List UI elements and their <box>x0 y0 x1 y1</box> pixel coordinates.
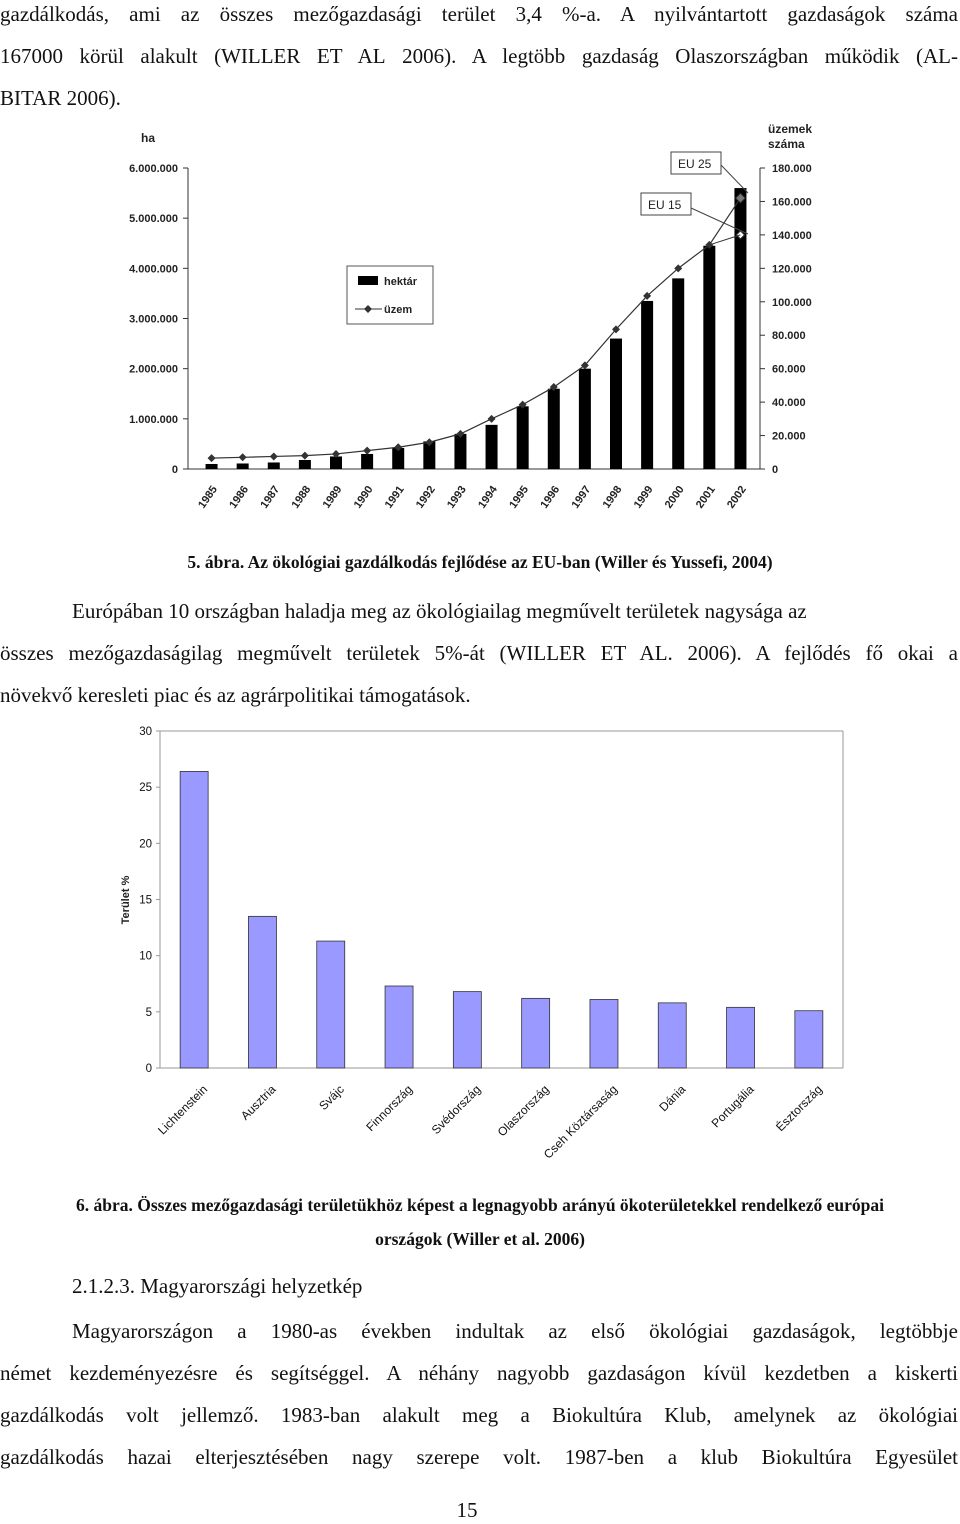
intro-text: 2006). <box>61 86 121 110</box>
country-label: Cseh Köztársaság <box>540 1082 621 1162</box>
hectare-bar <box>206 464 218 469</box>
hectare-bar <box>299 460 311 469</box>
left-axis-label: ha <box>141 131 156 145</box>
y-tick-label: 5 <box>145 1006 152 1019</box>
country-labels <box>155 1082 825 1162</box>
figure-6-prefix: 6. ábra. <box>75 1195 133 1215</box>
y-tick-label: 0 <box>145 1063 152 1075</box>
y-tick-label: 10 <box>139 950 152 963</box>
legend-hektar-label: hektár <box>384 276 418 288</box>
left-tick-label: 4.000.000 <box>129 263 178 276</box>
year-label: 1991 <box>382 483 407 511</box>
country-bar <box>658 1003 686 1068</box>
right-axis-label: száma <box>768 137 805 151</box>
right-tick-label: 120.000 <box>772 263 812 276</box>
country-bar <box>317 941 345 1068</box>
farm-count-marker <box>239 453 247 461</box>
organic-share-by-country-chart <box>0 715 960 1175</box>
left-tick-label: 3.000.000 <box>129 313 178 326</box>
para2-line-1: Európában 10 országban haladja meg az ökológiailag megművelt területek nagysága az <box>72 599 807 623</box>
right-tick-label: 180.000 <box>772 163 812 175</box>
year-label: 1985 <box>196 483 221 511</box>
country-label: Svájc <box>316 1082 347 1113</box>
country-label: Finnország <box>363 1082 416 1135</box>
right-tick-label: 40.000 <box>772 397 806 410</box>
farm-count-marker <box>488 415 496 423</box>
intro-smallcaps: L- <box>938 44 958 68</box>
legend-hektar-swatch <box>358 276 378 285</box>
country-label: Dánia <box>656 1082 689 1115</box>
country-label: Lichtenstein <box>155 1082 211 1138</box>
year-label: 1995 <box>507 483 532 511</box>
figure-6-text: Összes mezőgazdasági területükhöz képest a legnagyobb arányú ökoterületekkel rendelkező európai <box>132 1195 885 1215</box>
para2-text: . 2006). A fejlődés fő okai a <box>667 641 958 665</box>
right-tick-label: 80.000 <box>772 330 806 343</box>
hectare-bar <box>330 456 342 469</box>
figure-6-caption <box>0 1188 960 1222</box>
right-axis-ticks <box>760 163 812 476</box>
country-bar <box>180 771 208 1068</box>
hectare-bar <box>610 339 622 469</box>
y-axis-label: Terület % <box>120 875 132 925</box>
hectare-bar <box>579 369 591 469</box>
y-tick-label: 30 <box>139 726 152 738</box>
y-axis-ticks <box>139 726 160 1075</box>
figure-5-prefix: 5. ábra. <box>187 552 245 572</box>
right-tick-label: 160.000 <box>772 196 812 209</box>
year-label: 1996 <box>538 483 563 511</box>
hectare-bar <box>517 406 529 469</box>
farm-count-marker <box>270 452 278 460</box>
legend-uzem-label: üzem <box>384 304 413 316</box>
country-label: Portugália <box>708 1082 757 1131</box>
intro-line-2 <box>0 35 958 77</box>
left-axis-ticks <box>129 163 188 476</box>
country-bar <box>453 992 481 1068</box>
left-tick-label: 5.000.000 <box>129 213 178 226</box>
para2-text: összes mezőgazdaságilag megművelt területek 5%-át (W <box>0 641 527 665</box>
y-tick-label: 20 <box>139 838 152 851</box>
country-bar <box>795 1011 823 1068</box>
figure-5-caption <box>0 545 960 579</box>
country-bars <box>180 771 823 1068</box>
year-label: 1988 <box>289 483 314 511</box>
hectare-bar <box>486 425 498 469</box>
farm-count-marker <box>208 454 216 462</box>
intro-line-1: gazdálkodás, ami az összes mezőgazdasági terület 3,4 %-a. A nyilvántartott gazdaságok száma <box>0 2 958 26</box>
year-label: 1994 <box>476 483 501 511</box>
hectare-bar <box>361 454 373 469</box>
right-tick-label: 60.000 <box>772 363 806 376</box>
page-number: 15 <box>456 1498 478 1522</box>
right-axis-label: üzemek <box>768 122 813 136</box>
country-bar <box>248 916 276 1068</box>
section-line-4: gazdálkodás hazai elterjesztésében nagy szerepe volt. 1987-ben a klub Biokultúra Egyesület <box>0 1445 958 1469</box>
country-label: Olaszország <box>494 1082 552 1140</box>
right-tick-label: 20.000 <box>772 430 806 443</box>
intro-text: 167000 körül alakult (W <box>0 44 241 68</box>
year-label: 1993 <box>445 483 469 511</box>
hectare-bar <box>268 462 280 469</box>
left-tick-label: 2.000.000 <box>129 363 178 376</box>
year-label: 1992 <box>413 483 438 511</box>
figure-5-text: Az ökológiai gazdálkodás fejlődése az EU-ban (Willer és Yussefi, 2004) <box>244 552 773 572</box>
hectare-bar <box>454 434 466 469</box>
para2-line-3: növekvő keresleti piac és az agrárpolitikai támogatások. <box>0 683 471 707</box>
year-label: 1997 <box>569 483 594 511</box>
farm-count-marker <box>363 447 371 455</box>
intro-smallcaps: ITAR <box>14 86 62 110</box>
country-label: Svédország <box>428 1082 484 1137</box>
year-label: 1986 <box>227 483 252 511</box>
farm-count-marker <box>301 452 309 460</box>
hectare-bar <box>237 463 249 469</box>
para2-smallcaps: ILLER ET AL <box>526 641 668 665</box>
country-bar <box>727 1007 755 1068</box>
right-tick-label: 0 <box>772 464 779 476</box>
eu-organic-development-chart <box>0 110 960 530</box>
section-line-2: német kezdeményezésre és segítséggel. A néhány nagyobb gazdaságon kívül kezdetben a kiskerti <box>0 1361 958 1385</box>
para2-line-2 <box>0 632 958 674</box>
left-tick-label: 6.000.000 <box>129 163 178 175</box>
chart-legend <box>347 266 433 324</box>
eu15-callout <box>641 193 748 234</box>
intro-smallcaps: ILLER ET AL <box>240 44 386 68</box>
year-label: 2001 <box>693 483 718 511</box>
section-line-3: gazdálkodás volt jellemző. 1983-ban alakult meg a Biokultúra Klub, amelynek az ökológiai <box>0 1403 958 1427</box>
farm-count-line <box>212 198 741 458</box>
hectare-bar <box>548 389 560 469</box>
right-tick-label: 140.000 <box>772 229 812 242</box>
year-label: 2000 <box>662 483 687 511</box>
eu15-label: EU 15 <box>648 198 682 212</box>
left-tick-label: 0 <box>171 464 178 476</box>
year-label: 1987 <box>258 483 283 511</box>
eu25-label: EU 25 <box>678 157 712 171</box>
country-label: Észtország <box>773 1082 825 1135</box>
country-bar <box>522 998 550 1068</box>
year-label: 2002 <box>725 483 749 511</box>
country-bar <box>590 999 618 1068</box>
year-label: 1999 <box>631 483 656 511</box>
farm-count-markers <box>208 193 746 462</box>
y-tick-label: 15 <box>139 894 152 907</box>
y-tick-label: 25 <box>139 782 152 795</box>
section-heading: 2.1.2.3. Magyarországi helyzetkép <box>72 1274 363 1298</box>
eu25-callout <box>671 152 748 193</box>
hectare-bar <box>641 301 653 469</box>
hectare-bar <box>703 246 715 469</box>
year-label: 1989 <box>320 483 345 511</box>
figure-6-caption-line-2: országok (Willer et al. 2006) <box>375 1229 585 1249</box>
country-label: Ausztria <box>238 1082 279 1123</box>
country-bar <box>385 986 413 1068</box>
left-tick-label: 1.000.000 <box>129 413 178 426</box>
year-labels <box>196 483 749 511</box>
year-label: 1998 <box>600 483 625 511</box>
right-tick-label: 100.000 <box>772 296 812 309</box>
hectare-bar <box>672 278 684 469</box>
year-label: 1990 <box>351 483 376 511</box>
section-line-1: Magyarországon a 1980-as években indultak az első ökológiai gazdaságok, legtöbbje <box>72 1319 958 1343</box>
intro-text: B <box>0 86 15 110</box>
intro-text: 2006). A legtöbb gazdaság Olaszországban működik (A <box>385 44 939 68</box>
